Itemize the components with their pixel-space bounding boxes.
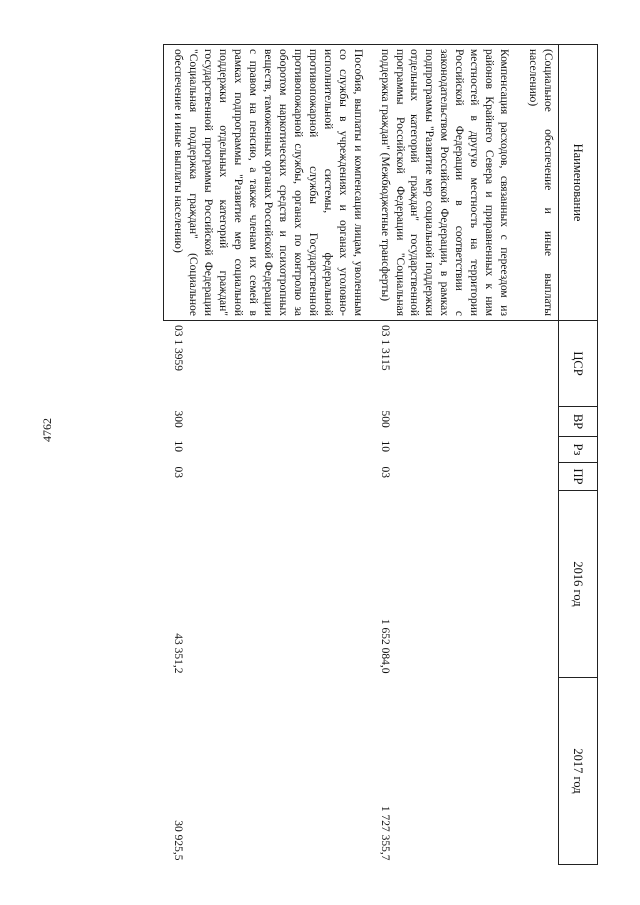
header-rz: Рз <box>559 437 598 463</box>
row-pr <box>517 463 558 491</box>
row-vr: 300 <box>171 410 184 428</box>
row-2017 <box>517 678 558 865</box>
row-2017: 30 925,5 <box>171 820 184 861</box>
row-pr: 03 <box>378 466 391 478</box>
row-2016: 1 652 084,0 <box>378 618 391 674</box>
row-vr <box>517 407 558 437</box>
row-name: Пособия, выплаты и компенсации лицам, уволенным со службы в учреждениях и органах уголовно-исполнительной системы, федеральной противопожарной службы Государственной противопожарной службы, органах по контролю за оборотом наркотических средств и психотропных веществ, таможенных органах Российской Федерации с правом на пенсию, а также членам их семей в рамках подпрограммы "Развитие мер социальной поддержки отдельных категорий граждан" государственной программы Российской Федерации "Социальная поддержка граждан" (Социальное обеспечение и иные выплаты населению) <box>164 45 371 321</box>
table-row <box>517 45 558 865</box>
header-vr: ВР <box>559 407 598 437</box>
row-2016: 43 351,2 <box>171 633 184 674</box>
row-csr: 03 1 3115 <box>378 325 391 371</box>
row-pr: 03 <box>171 466 184 478</box>
row-rz: 10 <box>378 440 391 452</box>
header-csr: ЦСР <box>559 321 598 407</box>
row-name: Компенсация расходов, связанных с переездом из районов Крайнего Севера и приравненных к ним местностей в другую местность на территории Российской Федерации в соответствии с законодательством Российской Федерации, в рамках подпрограммы "Развитие мер социальной поддержки отдельных категорий граждан" государственной программы Российской Федерации "Социальная поддержка граждан" (Межбюджетные трансферты) <box>371 45 517 321</box>
table-header <box>559 45 598 865</box>
row-vr: 500 <box>378 410 391 428</box>
row-name: (Социальное обеспечение и иные выплаты населению) <box>517 45 558 321</box>
budget-table <box>164 44 599 865</box>
row-csr <box>517 321 558 407</box>
table-row <box>164 45 371 865</box>
header-2016: 2016 год <box>559 491 598 678</box>
header-2017: 2017 год <box>559 678 598 865</box>
row-rz <box>517 437 558 463</box>
table-row <box>371 45 517 865</box>
header-pr: ПР <box>559 463 598 491</box>
row-rz: 10 <box>171 440 184 452</box>
page-number: 4762 <box>40 418 54 442</box>
row-2017: 1 727 355,7 <box>378 805 391 861</box>
header-name: Наименование <box>559 45 598 321</box>
row-csr: 03 1 3959 <box>171 325 184 371</box>
row-2016 <box>517 491 558 678</box>
rotated-page-content <box>108 44 598 864</box>
